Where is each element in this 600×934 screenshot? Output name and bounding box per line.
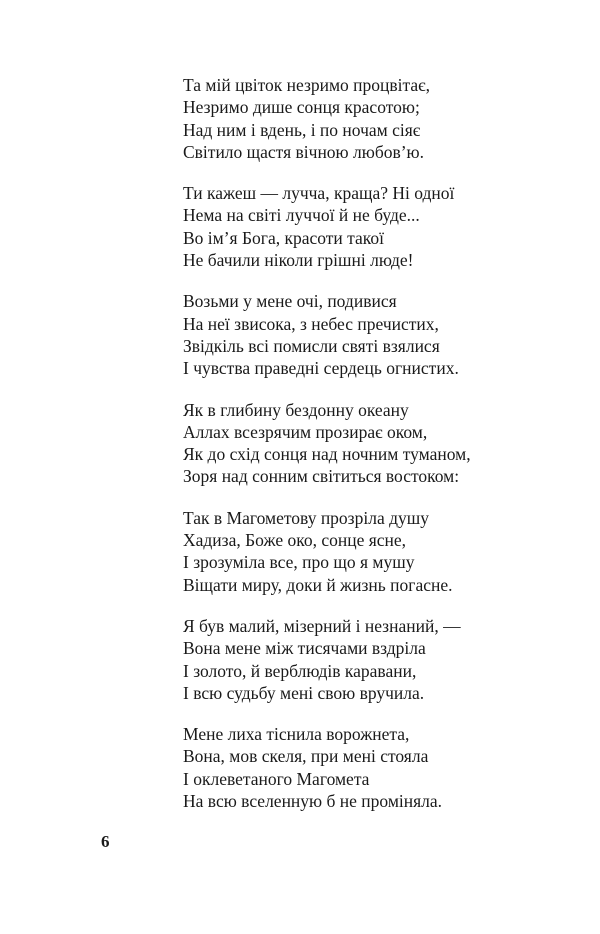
stanza [183, 182, 583, 271]
page-number: 6 [101, 832, 110, 851]
poem-line: Віщати миру, доки й жизнь погасне. [183, 574, 453, 595]
poem-line: Во ім’я Бога, красоти такої [183, 227, 385, 248]
poem [183, 74, 583, 831]
stanza [183, 74, 583, 163]
poem-line: Світило щастя вічною любов’ю. [183, 141, 425, 162]
poem-line: Та мій цвіток незримо процвітає, [183, 75, 431, 95]
poem-line: Зоря над сонним світиться востоком: [183, 466, 460, 487]
poem-line: Ти кажеш — лучча, краща? Ні одної [183, 183, 455, 204]
poem-line: На неї звисока, з небес пречистих, [183, 313, 439, 334]
poem-line: Мене лиха тіснила ворожнета, [183, 724, 410, 745]
poem-line: І чувства праведні сердець огнистих. [183, 358, 459, 379]
poem-line: І зрозуміла все, про що я мушу [183, 552, 415, 573]
poem-line: Вона мене між тисячами вздріла [183, 638, 426, 659]
poem-line: Возьми у мене очі, подивися [183, 291, 397, 312]
poem-line: Я був малий, мізерний і незнаний, — [183, 615, 461, 636]
poem-line: Вона, мов скеля, при мені стояла [183, 746, 429, 767]
poem-line: Так в Магометову прозріла душу [183, 507, 429, 528]
poem-line: Над ним і вдень, і по ночам сіяє [183, 119, 421, 140]
stanza [183, 507, 583, 596]
poem-line: І оклеветаного Магомета [183, 768, 370, 789]
poem-line: І золото, й верблюдів каравани, [183, 660, 417, 681]
stanza [183, 290, 583, 379]
poem-line: Незримо дише сонця красотою; [183, 97, 420, 118]
stanza [183, 615, 583, 704]
poem-line: Як до схід сонця над ночним туманом, [183, 444, 471, 465]
poem-line: Хадиза, Боже око, сонце ясне, [183, 530, 407, 551]
poem-line: Звідкіль всі помисли святі взялися [183, 335, 440, 356]
poem-line: Аллах всезрячим прозирає оком, [183, 421, 428, 442]
poem-line: На всю вселенную б не проміняла. [183, 791, 443, 812]
poem-line: Не бачили ніколи грішні люде! [183, 250, 414, 271]
stanza [183, 399, 583, 488]
stanza [183, 723, 583, 812]
poem-line: Нема на світі луччої й не буде... [183, 205, 420, 226]
poem-line: Як в глибину бездонну океану [183, 399, 409, 420]
poem-line: І всю судьбу мені свою вручила. [183, 682, 425, 703]
